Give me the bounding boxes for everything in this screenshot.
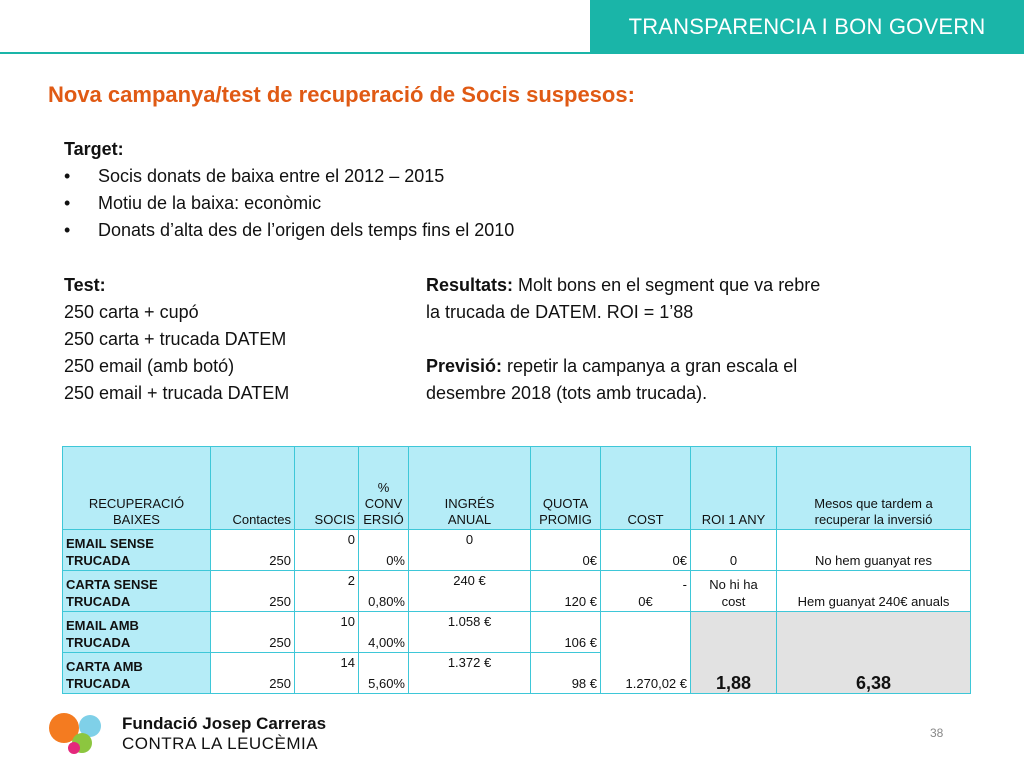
cell-socis: 2	[295, 571, 359, 612]
test-heading: Test:	[64, 275, 106, 295]
test-item: 250 carta + cupó	[64, 302, 199, 322]
cell-conversio: 0%	[359, 530, 409, 571]
page-number: 38	[930, 726, 944, 740]
logo-pink-circle	[68, 742, 80, 754]
footer-org-name: Fundació Josep Carreras	[122, 714, 327, 733]
header-quota: QUOTA PROMIG	[531, 447, 601, 530]
bullet-icon: •	[64, 193, 71, 213]
header-conversio: % CONV ERSIÓ	[359, 447, 409, 530]
bullet-icon: •	[64, 220, 71, 240]
test-item: 250 email + trucada DATEM	[64, 383, 290, 403]
target-section	[64, 136, 514, 244]
forecast-label: Previsió:	[426, 356, 503, 376]
results-section	[426, 272, 946, 407]
cell-ingres: 240 €	[409, 571, 531, 612]
spacer	[426, 326, 946, 353]
table-header-row	[63, 447, 971, 530]
cell-contactes: 250	[211, 530, 295, 571]
header-cost: COST	[601, 447, 691, 530]
cell-quota: 106 €	[531, 612, 601, 653]
cell-conversio: 5,60%	[359, 653, 409, 694]
cell-conversio: 4,00%	[359, 612, 409, 653]
cell-quota: 0€	[531, 530, 601, 571]
row-label: CARTA SENSE TRUCADA	[63, 571, 211, 612]
test-item: 250 carta + trucada DATEM	[64, 329, 287, 349]
cell-mesos: Hem guanyat 240€ anuals	[777, 571, 971, 612]
results-label: Resultats:	[426, 275, 514, 295]
row-label: EMAIL SENSE TRUCADA	[63, 530, 211, 571]
target-bullet-item	[64, 190, 514, 217]
header-mesos: Mesos que tardem a recuperar la inversió	[777, 447, 971, 530]
cell-ingres: 1.058 €	[409, 612, 531, 653]
cell-cost: 0€	[601, 530, 691, 571]
header-recuperacio: RECUPERACIÓ BAIXES	[63, 447, 211, 530]
header-socis: SOCIS	[295, 447, 359, 530]
forecast-paragraph	[426, 353, 946, 380]
test-section	[64, 272, 289, 407]
cell-cost: - 0€	[601, 571, 691, 612]
fundacio-logo-icon	[46, 708, 108, 756]
target-bullet-text: Socis donats de baixa entre el 2012 – 2015	[98, 166, 445, 186]
cell-quota: 120 €	[531, 571, 601, 612]
cell-roi: No hi ha cost	[691, 571, 777, 612]
cell-socis: 0	[295, 530, 359, 571]
cell-socis: 14	[295, 653, 359, 694]
cell-mesos: No hem guanyat res	[777, 530, 971, 571]
bullet-icon: •	[64, 166, 71, 186]
results-paragraph	[426, 272, 946, 299]
results-text-2: la trucada de DATEM. ROI = 1’88	[426, 302, 694, 322]
row-label: CARTA AMB TRUCADA	[63, 653, 211, 694]
test-item: 250 email (amb botó)	[64, 356, 235, 376]
table-row	[63, 612, 971, 653]
cell-socis: 10	[295, 612, 359, 653]
results-text-1: Molt bons en el segment que va rebre	[513, 275, 821, 295]
target-bullet-item	[64, 217, 514, 244]
results-table	[62, 446, 971, 694]
cell-cost-merged: 1.270,02 €	[601, 612, 691, 694]
table-row	[63, 530, 971, 571]
slide-title: Nova campanya/test de recuperació de Socis suspesos:	[48, 82, 635, 107]
header-ingres: INGRÉS ANUAL	[409, 447, 531, 530]
header-rule	[0, 52, 590, 54]
footer-org-tagline: CONTRA LA LEUCÈMIA	[122, 734, 319, 753]
cell-roi: 0	[691, 530, 777, 571]
header-roi: ROI 1 ANY	[691, 447, 777, 530]
target-bullet-text: Donats d’alta des de l’origen dels temps fins el 2010	[98, 220, 515, 240]
row-label: EMAIL AMB TRUCADA	[63, 612, 211, 653]
target-heading: Target:	[64, 139, 124, 159]
table-row	[63, 571, 971, 612]
cell-quota: 98 €	[531, 653, 601, 694]
cell-contactes: 250	[211, 571, 295, 612]
header-banner	[590, 0, 1024, 54]
cell-contactes: 250	[211, 612, 295, 653]
target-bullet-text: Motiu de la baixa: econòmic	[98, 193, 322, 213]
header-banner-text: TRANSPARENCIA I BON GOVERN	[628, 14, 986, 39]
cell-roi-merged: 1,88	[691, 612, 777, 694]
cell-mesos-merged: 6,38	[777, 612, 971, 694]
footer-org	[122, 714, 326, 754]
header-contactes: Contactes	[211, 447, 295, 530]
forecast-text-1: repetir la campanya a gran escala el	[502, 356, 798, 376]
cell-ingres: 1.372 €	[409, 653, 531, 694]
cell-conversio: 0,80%	[359, 571, 409, 612]
forecast-text-2: desembre 2018 (tots amb trucada).	[426, 383, 708, 403]
target-bullet-item	[64, 163, 514, 190]
cell-contactes: 250	[211, 653, 295, 694]
cell-ingres: 0	[409, 530, 531, 571]
